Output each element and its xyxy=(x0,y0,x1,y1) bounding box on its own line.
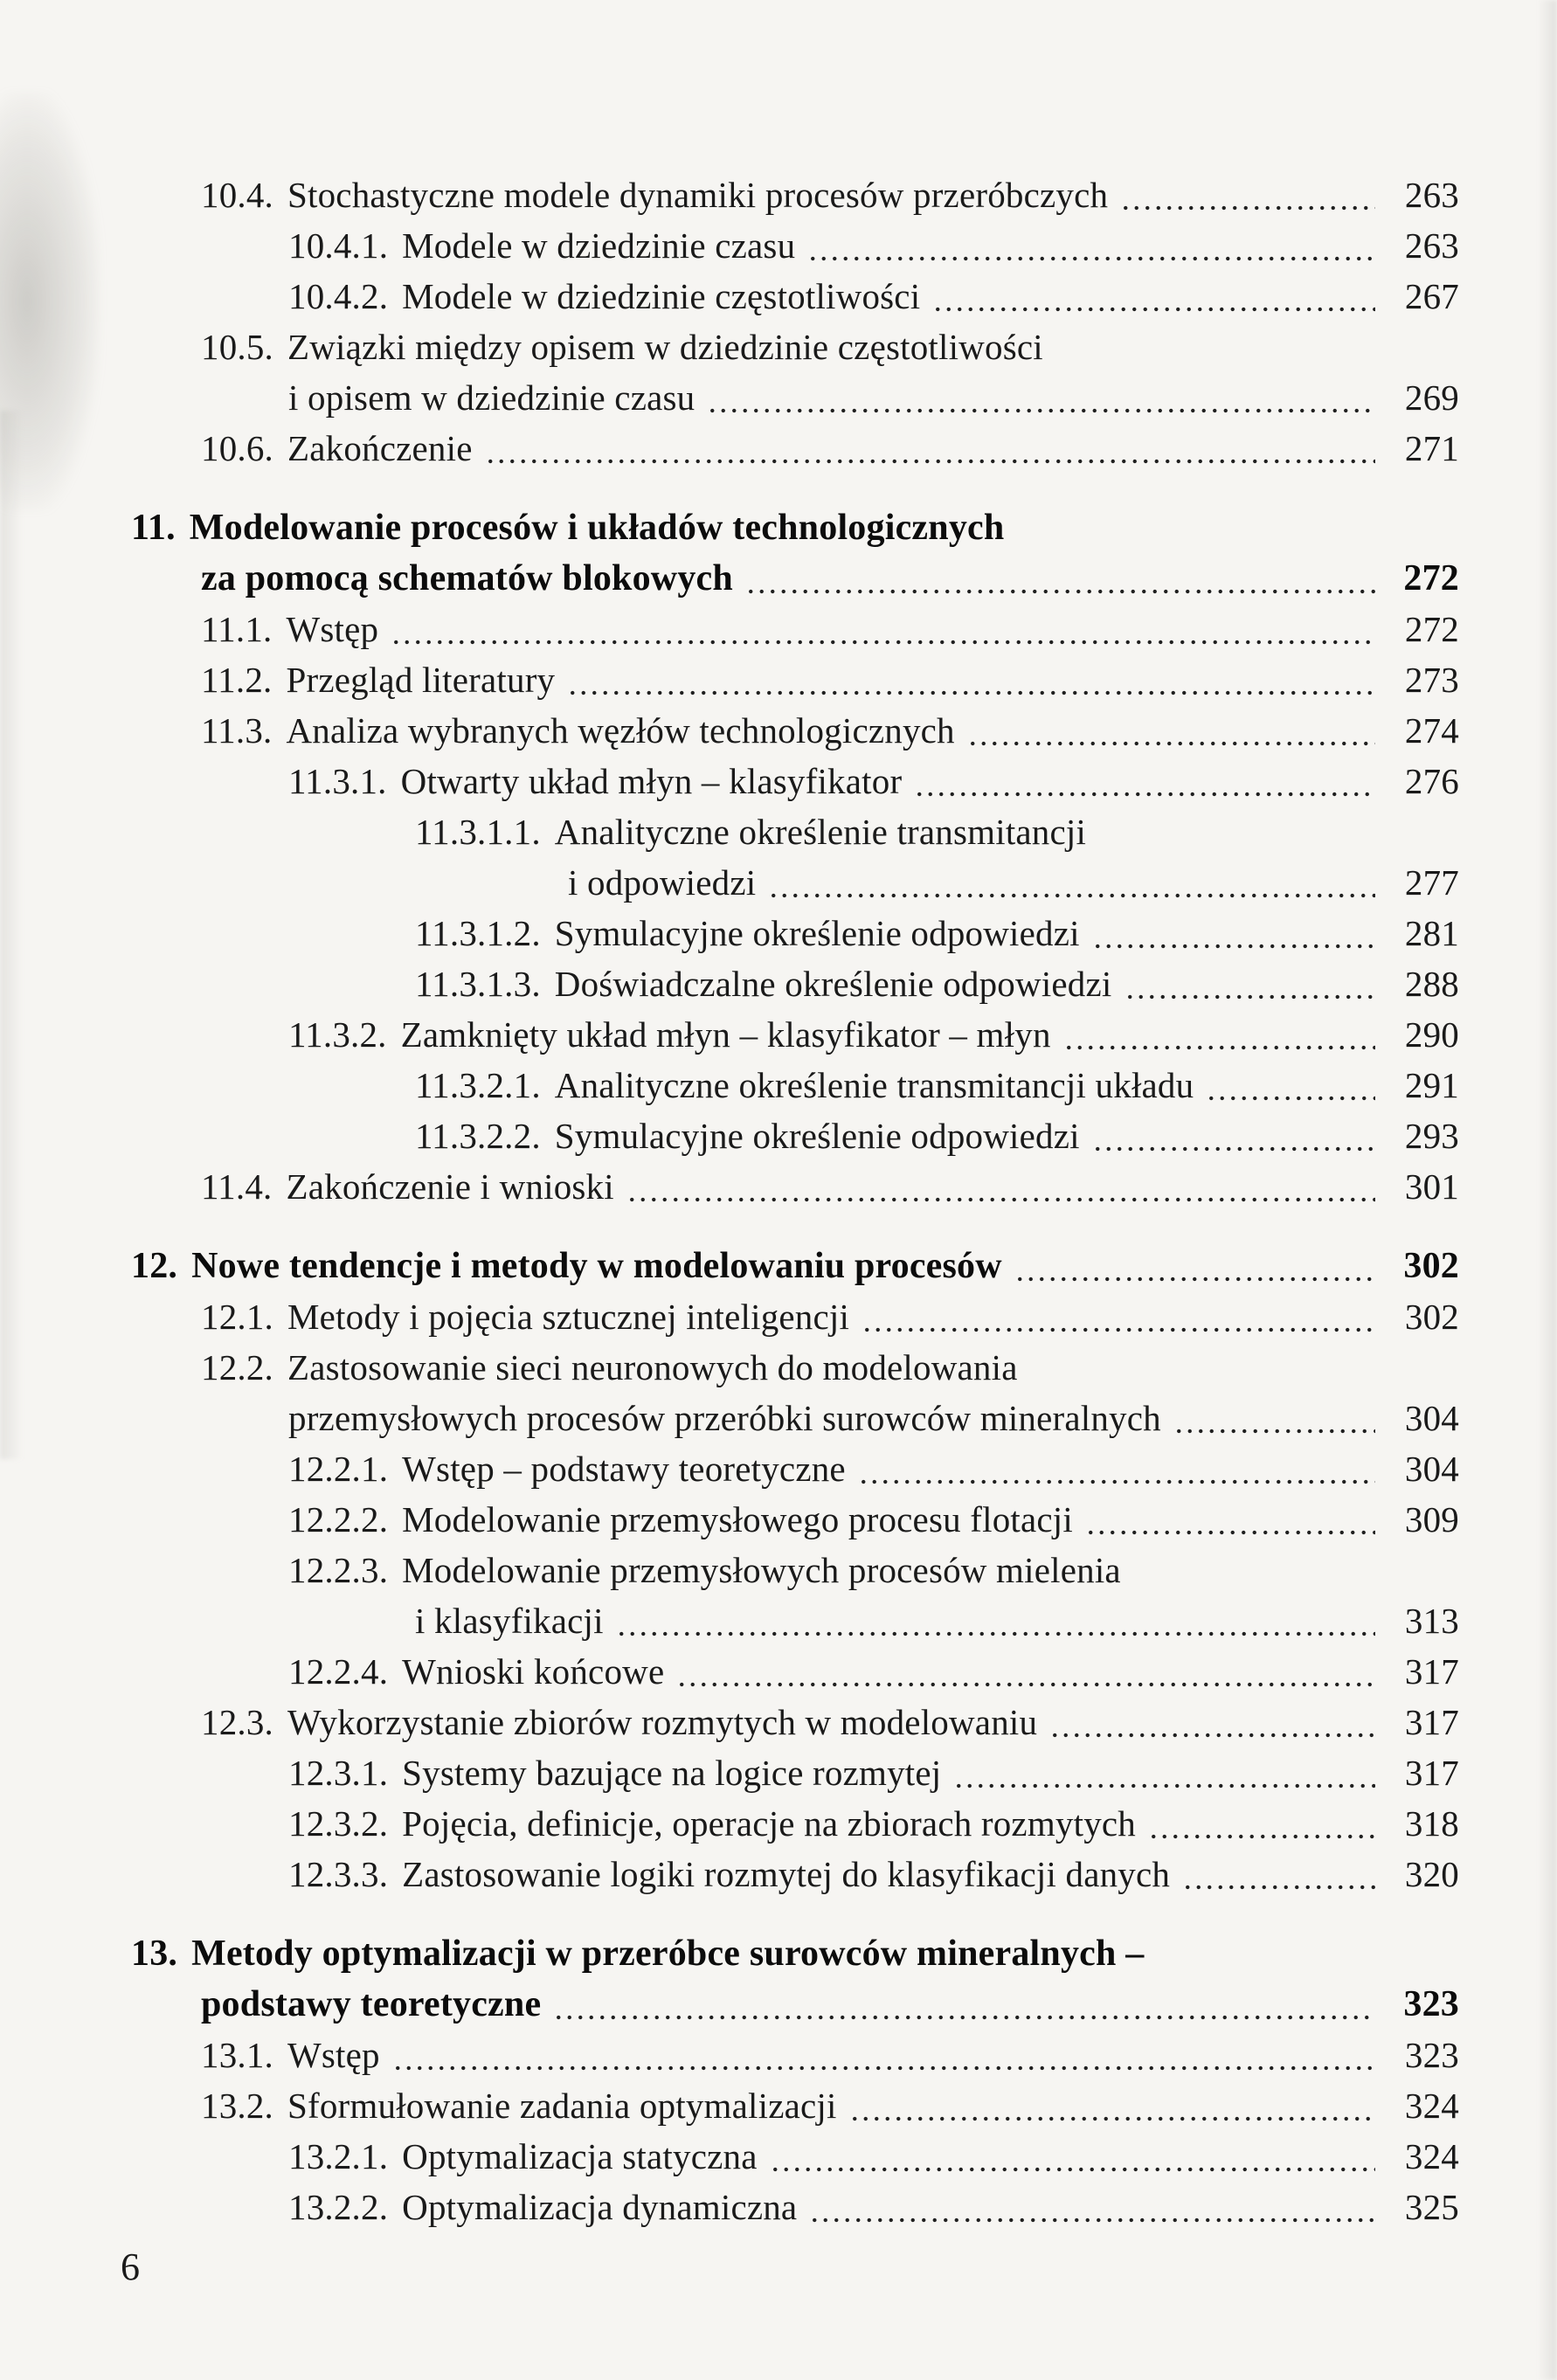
dot-leader xyxy=(1049,1697,1375,1747)
entry-number: 11.3.1. xyxy=(288,761,387,801)
dot-leader xyxy=(676,1646,1375,1697)
toc-entry xyxy=(0,1009,1557,1060)
entry-title: Modelowanie przemysłowych procesów mielenia xyxy=(402,1550,1121,1590)
dot-leader xyxy=(1120,170,1375,220)
entry-title: Zastosowanie logiki rozmytej do klasyfikacji danych xyxy=(402,1854,1171,1894)
entry-title: Pojęcia, definicje, operacje na zbiorach rozmytych xyxy=(402,1803,1137,1844)
entry-page-number: 272 xyxy=(1403,558,1459,598)
entry-page-number: 304 xyxy=(1404,1449,1459,1489)
toc-entry xyxy=(0,2030,1557,2080)
dot-leader xyxy=(768,857,1375,908)
dot-leader xyxy=(914,756,1375,806)
entry-title: Metody i pojęcia sztucznej inteligencji xyxy=(287,1297,850,1337)
entry-number: 10.6. xyxy=(201,428,273,468)
dot-leader xyxy=(1014,1241,1375,1291)
entry-title: Wstęp xyxy=(287,2035,380,2075)
dot-leader xyxy=(1182,1849,1375,1899)
entry-page-number: 274 xyxy=(1404,710,1459,751)
toc-entry xyxy=(0,604,1557,654)
toc-entry xyxy=(0,271,1557,322)
entry-number: 12.3. xyxy=(201,1702,273,1742)
entry-title: podstawy teoretyczne xyxy=(201,1984,542,2024)
toc-entry xyxy=(0,220,1557,271)
entry-title: Zastosowanie sieci neuronowych do modelowania xyxy=(287,1347,1018,1387)
entry-page-number: 281 xyxy=(1404,913,1459,953)
toc-entry xyxy=(0,1697,1557,1747)
entry-title: i klasyfikacji xyxy=(415,1601,604,1641)
entry-title: Metody optymalizacji w przeróbce surowców mineralnych – xyxy=(191,1934,1145,1974)
entry-number: 11.3.2.1. xyxy=(415,1065,541,1105)
entry-title: Wstęp xyxy=(286,609,379,649)
dot-leader xyxy=(567,654,1375,705)
entry-page-number: 288 xyxy=(1404,964,1459,1004)
toc-entry xyxy=(0,1060,1557,1110)
entry-page-number: 269 xyxy=(1404,377,1459,418)
toc-entry xyxy=(0,1241,1557,1291)
toc-entry xyxy=(0,2131,1557,2182)
toc-entry xyxy=(0,806,1557,857)
dot-leader xyxy=(1092,1110,1375,1161)
dot-leader xyxy=(745,553,1375,604)
entry-title: Wykorzystanie zbiorów rozmytych w modelowaniu xyxy=(287,1702,1038,1742)
entry-title: i opisem w dziedzinie czasu xyxy=(288,377,695,418)
entry-page-number: 263 xyxy=(1404,225,1459,266)
entry-page-number: 273 xyxy=(1404,660,1459,700)
toc-entry xyxy=(0,1443,1557,1494)
toc-entry xyxy=(0,705,1557,756)
entry-number: 11.3. xyxy=(201,710,273,751)
entry-title: Symulacyjne określenie odpowiedzi xyxy=(554,913,1080,953)
toc-entry xyxy=(0,2182,1557,2232)
dot-leader xyxy=(1148,1798,1375,1849)
toc-entry xyxy=(0,1849,1557,1899)
toc-entry xyxy=(0,654,1557,705)
dot-leader xyxy=(1092,908,1375,958)
entry-title: za pomocą schematów blokowych xyxy=(201,558,733,598)
entry-page-number: 317 xyxy=(1404,1651,1459,1692)
toc-entry xyxy=(0,2080,1557,2131)
entry-page-number: 267 xyxy=(1404,276,1459,316)
entry-page-number: 324 xyxy=(1404,2086,1459,2126)
entry-page-number: 302 xyxy=(1404,1297,1459,1337)
entry-number: 11.3.1.2. xyxy=(415,913,541,953)
toc-entry xyxy=(0,502,1557,553)
dot-leader xyxy=(707,372,1375,423)
dot-leader xyxy=(1124,958,1376,1009)
entry-number: 13.2.1. xyxy=(288,2136,389,2176)
entry-title: Wstęp – podstawy teoretyczne xyxy=(402,1449,846,1489)
dot-leader xyxy=(485,423,1375,474)
dot-leader xyxy=(626,1161,1375,1212)
entry-page-number: 276 xyxy=(1404,761,1459,801)
entry-number: 12.1. xyxy=(201,1297,273,1337)
entry-title: Stochastyczne modele dynamiki procesów przeróbczych xyxy=(287,175,1109,215)
entry-title: Modele w dziedzinie częstotliwości xyxy=(402,276,921,316)
toc-entry xyxy=(0,423,1557,474)
toc-entry xyxy=(0,958,1557,1009)
entry-number: 11.3.1.3. xyxy=(415,964,541,1004)
entry-title: Analiza wybranych węzłów technologicznych xyxy=(286,710,955,751)
entry-page-number: 301 xyxy=(1404,1166,1459,1207)
toc-entry xyxy=(0,372,1557,423)
dot-leader xyxy=(809,2182,1375,2232)
dot-leader xyxy=(1173,1393,1375,1443)
toc-entry xyxy=(0,1545,1557,1595)
entry-page-number: 304 xyxy=(1404,1398,1459,1438)
entry-number: 12.2.2. xyxy=(288,1499,389,1539)
entry-title: i odpowiedzi xyxy=(568,862,757,903)
toc-entry xyxy=(0,1494,1557,1545)
dot-leader xyxy=(392,2030,1375,2080)
entry-page-number: 293 xyxy=(1404,1116,1459,1156)
dot-leader xyxy=(862,1291,1375,1342)
footer-page-number: 6 xyxy=(121,2245,140,2288)
toc-entry xyxy=(0,1747,1557,1798)
entry-title: Przegląd literatury xyxy=(286,660,556,700)
toc-entry xyxy=(0,322,1557,372)
entry-page-number: 323 xyxy=(1404,2035,1459,2075)
entry-page-number: 272 xyxy=(1404,609,1459,649)
entry-number: 12.2.1. xyxy=(288,1449,389,1489)
entry-number: 12. xyxy=(131,1246,178,1286)
dot-leader xyxy=(807,220,1375,271)
entry-number: 11.1. xyxy=(201,609,273,649)
dot-leader xyxy=(553,1979,1375,2030)
entry-number: 11. xyxy=(131,508,176,548)
toc-entry xyxy=(0,170,1557,220)
entry-title: Nowe tendencje i metody w modelowaniu procesów xyxy=(191,1246,1002,1286)
toc-entry xyxy=(0,908,1557,958)
toc-entry xyxy=(0,1393,1557,1443)
entry-number: 13.2. xyxy=(201,2086,273,2126)
entry-title: Doświadczalne określenie odpowiedzi xyxy=(554,964,1112,1004)
toc-entry xyxy=(0,857,1557,908)
entry-page-number: 277 xyxy=(1404,862,1459,903)
dot-leader xyxy=(391,604,1375,654)
entry-number: 12.3.1. xyxy=(288,1753,389,1793)
dot-leader xyxy=(770,2131,1375,2182)
toc-entry xyxy=(0,1110,1557,1161)
toc-entry xyxy=(0,1595,1557,1646)
dot-leader xyxy=(1063,1009,1375,1060)
entry-number: 10.4.1. xyxy=(288,225,389,266)
entry-title: Symulacyjne określenie odpowiedzi xyxy=(554,1116,1080,1156)
entry-page-number: 325 xyxy=(1404,2187,1459,2227)
entry-title: Optymalizacja dynamiczna xyxy=(402,2187,798,2227)
toc-entry xyxy=(0,553,1557,604)
dot-leader xyxy=(849,2080,1375,2131)
entry-number: 11.3.2. xyxy=(288,1014,387,1055)
entry-title: Modelowanie przemysłowego procesu flotacji xyxy=(402,1499,1073,1539)
entry-number: 11.3.2.2. xyxy=(415,1116,541,1156)
entry-title: Analityczne określenie transmitancji xyxy=(554,812,1087,852)
entry-number: 13.1. xyxy=(201,2035,273,2075)
entry-number: 10.4. xyxy=(201,175,273,215)
entry-title: Związki między opisem w dziedzinie częstotliwości xyxy=(287,327,1043,367)
toc-entry xyxy=(0,1798,1557,1849)
entry-number: 13. xyxy=(131,1934,178,1974)
entry-number: 11.3.1.1. xyxy=(415,812,541,852)
dot-leader xyxy=(932,271,1375,322)
entry-title: Sformułowanie zadania optymalizacji xyxy=(287,2086,837,2126)
entry-page-number: 313 xyxy=(1404,1601,1459,1641)
table-of-contents xyxy=(0,170,1557,2232)
entry-title: Systemy bazujące na logice rozmytej xyxy=(402,1753,942,1793)
dot-leader xyxy=(953,1747,1375,1798)
entry-page-number: 263 xyxy=(1404,175,1459,215)
entry-page-number: 324 xyxy=(1404,2136,1459,2176)
toc-entry xyxy=(0,756,1557,806)
entry-page-number: 317 xyxy=(1404,1753,1459,1793)
dot-leader xyxy=(616,1595,1375,1646)
toc-entry xyxy=(0,1979,1557,2030)
toc-entry xyxy=(0,1291,1557,1342)
entry-title: Otwarty układ młyn – klasyfikator xyxy=(400,761,903,801)
entry-page-number: 320 xyxy=(1404,1854,1459,1894)
entry-title: Modelowanie procesów i układów technologicznych xyxy=(189,508,1005,548)
entry-page-number: 323 xyxy=(1403,1984,1459,2024)
dot-leader xyxy=(1206,1060,1375,1110)
entry-number: 12.2. xyxy=(201,1347,273,1387)
dot-leader xyxy=(858,1443,1375,1494)
entry-number: 12.3.2. xyxy=(288,1803,389,1844)
entry-title: Optymalizacja statyczna xyxy=(402,2136,758,2176)
toc-entry xyxy=(0,1928,1557,1979)
entry-page-number: 302 xyxy=(1403,1246,1459,1286)
entry-title: Analityczne określenie transmitancji układu xyxy=(554,1065,1194,1105)
dot-leader xyxy=(1085,1494,1375,1545)
entry-number: 12.3.3. xyxy=(288,1854,389,1894)
entry-page-number: 318 xyxy=(1404,1803,1459,1844)
entry-title: Wnioski końcowe xyxy=(402,1651,665,1692)
dot-leader xyxy=(967,705,1375,756)
entry-number: 12.2.3. xyxy=(288,1550,389,1590)
toc-entry xyxy=(0,1161,1557,1212)
entry-page-number: 271 xyxy=(1404,428,1459,468)
toc-entry xyxy=(0,1646,1557,1697)
entry-title: przemysłowych procesów przeróbki surowców mineralnych xyxy=(288,1398,1161,1438)
entry-number: 13.2.2. xyxy=(288,2187,389,2227)
entry-page-number: 290 xyxy=(1404,1014,1459,1055)
entry-number: 11.4. xyxy=(201,1166,273,1207)
entry-page-number: 291 xyxy=(1404,1065,1459,1105)
entry-page-number: 309 xyxy=(1404,1499,1459,1539)
entry-page-number: 317 xyxy=(1404,1702,1459,1742)
entry-number: 10.4.2. xyxy=(288,276,389,316)
entry-number: 10.5. xyxy=(201,327,273,367)
entry-number: 12.2.4. xyxy=(288,1651,389,1692)
entry-title: Zakończenie xyxy=(287,428,473,468)
entry-title: Modele w dziedzinie czasu xyxy=(402,225,796,266)
entry-title: Zamknięty układ młyn – klasyfikator – młyn xyxy=(400,1014,1051,1055)
entry-number: 11.2. xyxy=(201,660,273,700)
entry-title: Zakończenie i wnioski xyxy=(286,1166,614,1207)
toc-entry xyxy=(0,1342,1557,1393)
